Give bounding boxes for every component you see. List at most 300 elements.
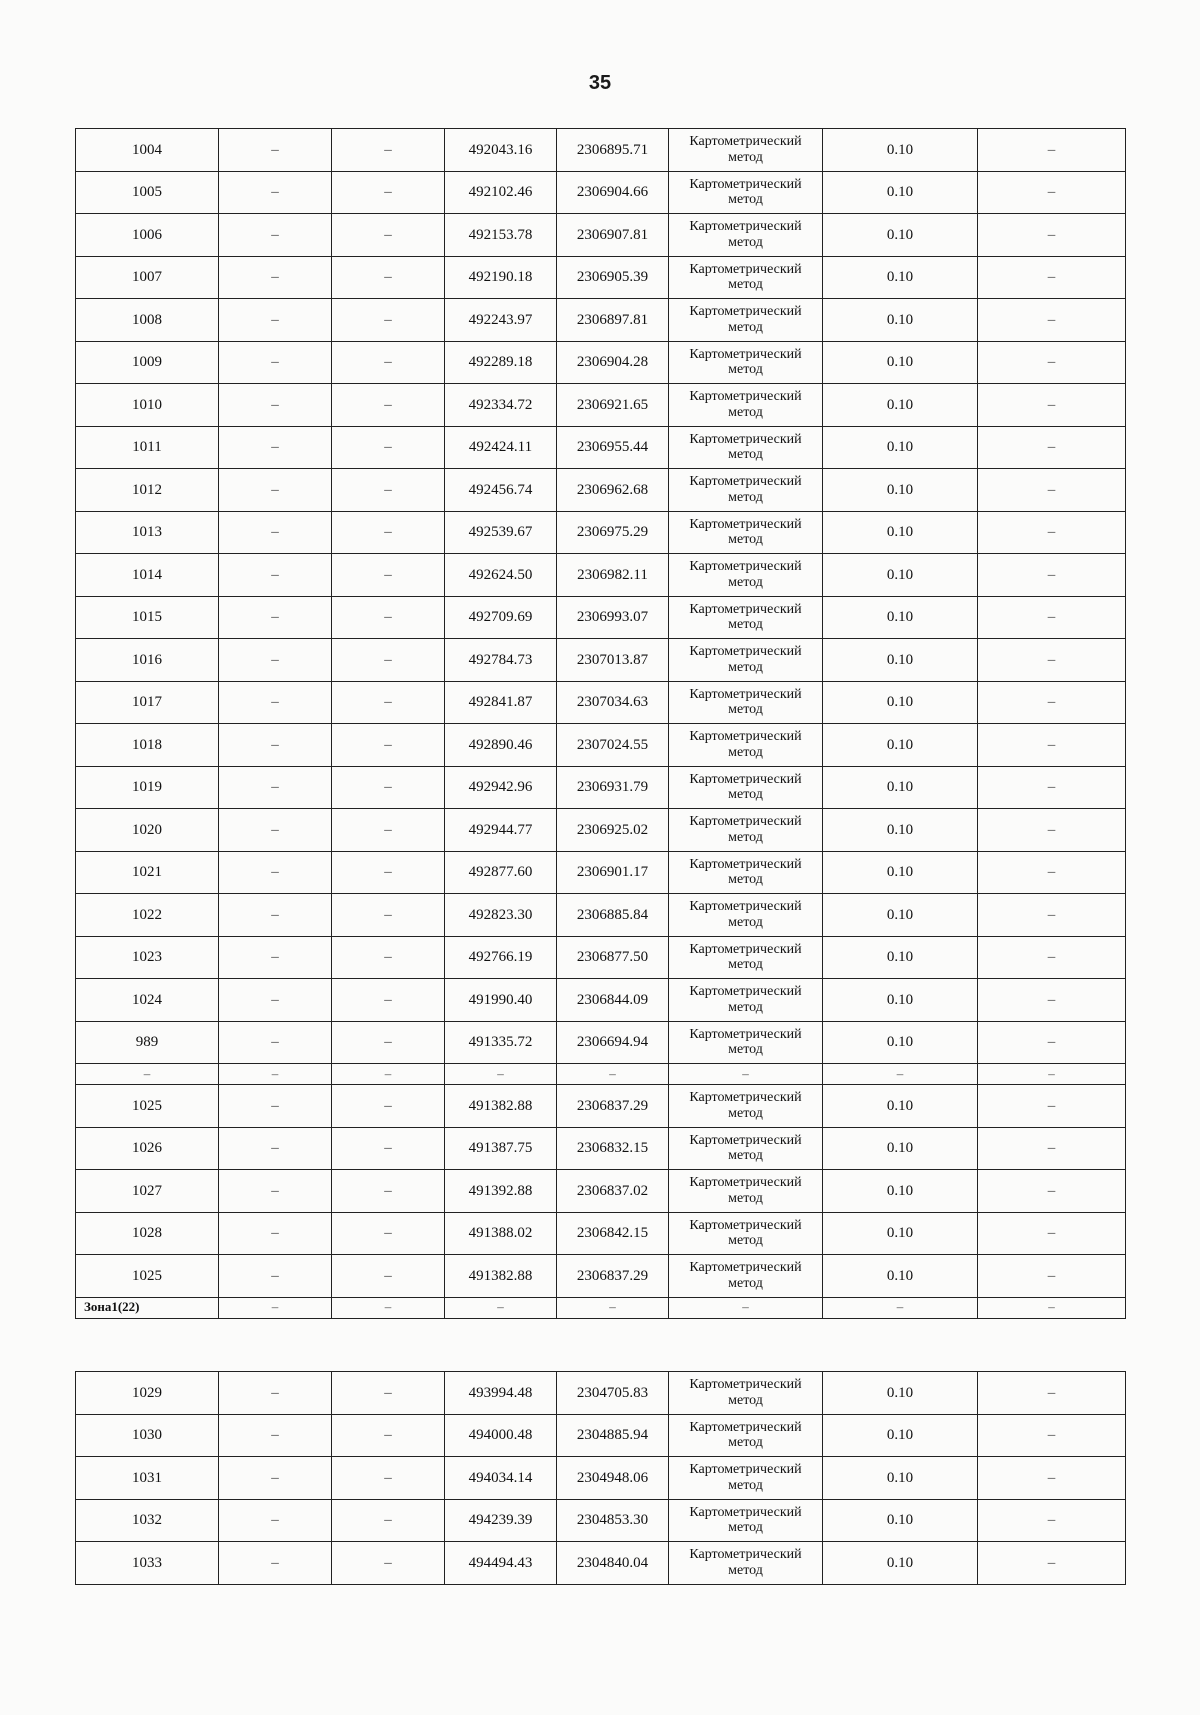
- y-coordinate-cell: 2306904.66: [557, 171, 669, 214]
- accuracy-cell: 0.10: [823, 1499, 978, 1542]
- y-coordinate-cell: 2306904.28: [557, 341, 669, 384]
- point-number-cell: 1013: [76, 511, 219, 554]
- method-cell: Картометрический метод: [669, 1499, 823, 1542]
- y-old-cell: –: [332, 766, 445, 809]
- coordinates-table-zone-1: [75, 128, 1126, 1319]
- x-old-cell: –: [219, 511, 332, 554]
- x-old-cell: –: [219, 1542, 332, 1585]
- x-coordinate-cell: 492102.46: [445, 171, 557, 214]
- table-row: [76, 936, 1126, 979]
- coordinates-table-continued: [75, 1371, 1126, 1585]
- accuracy-cell: 0.10: [823, 1085, 978, 1128]
- method-cell: Картометрический метод: [669, 894, 823, 937]
- accuracy-cell: 0.10: [823, 1542, 978, 1585]
- point-number-cell: 1022: [76, 894, 219, 937]
- x-old-cell: –: [219, 129, 332, 172]
- y-coordinate-cell: 2306832.15: [557, 1127, 669, 1170]
- x-coordinate-cell: 493994.48: [445, 1372, 557, 1415]
- x-old-cell: –: [219, 1414, 332, 1457]
- y-old-cell: –: [332, 341, 445, 384]
- method-cell: Картометрический метод: [669, 1170, 823, 1213]
- accuracy-cell: 0.10: [823, 1255, 978, 1298]
- table-row: [76, 851, 1126, 894]
- point-number-cell: 1004: [76, 129, 219, 172]
- x-coordinate-cell: 491387.75: [445, 1127, 557, 1170]
- point-number-cell: 1005: [76, 171, 219, 214]
- y-old-cell: –: [332, 1414, 445, 1457]
- point-number-cell: 1024: [76, 979, 219, 1022]
- y-old-cell: –: [332, 1127, 445, 1170]
- x-old-cell: –: [219, 936, 332, 979]
- point-number-cell: 1015: [76, 596, 219, 639]
- x-coordinate-cell: 492190.18: [445, 256, 557, 299]
- accuracy-cell: 0.10: [823, 851, 978, 894]
- y-coordinate-cell: 2306837.29: [557, 1255, 669, 1298]
- y-old-cell: –: [332, 1499, 445, 1542]
- description-cell: –: [978, 256, 1126, 299]
- y-coordinate-cell: 2306982.11: [557, 554, 669, 597]
- x-old-cell: –: [219, 1499, 332, 1542]
- accuracy-cell: 0.10: [823, 596, 978, 639]
- x-old-cell: –: [219, 426, 332, 469]
- description-cell: –: [978, 384, 1126, 427]
- table-row: [76, 341, 1126, 384]
- table-row: [76, 1499, 1126, 1542]
- x-old-cell: –: [219, 724, 332, 767]
- description-cell: –: [978, 1542, 1126, 1585]
- point-number-cell: Зона1(22): [76, 1297, 219, 1318]
- table-row: [76, 1021, 1126, 1064]
- description-cell: –: [978, 851, 1126, 894]
- x-old-cell: –: [219, 554, 332, 597]
- x-coordinate-cell: 491335.72: [445, 1021, 557, 1064]
- y-coordinate-cell: 2304948.06: [557, 1457, 669, 1500]
- accuracy-cell: 0.10: [823, 724, 978, 767]
- y-old-cell: –: [332, 554, 445, 597]
- x-old-cell: –: [219, 171, 332, 214]
- description-cell: –: [978, 894, 1126, 937]
- x-old-cell: –: [219, 1170, 332, 1213]
- method-cell: Картометрический метод: [669, 1542, 823, 1585]
- x-old-cell: –: [219, 1255, 332, 1298]
- x-old-cell: –: [219, 851, 332, 894]
- x-old-cell: –: [219, 1297, 332, 1318]
- y-old-cell: –: [332, 469, 445, 512]
- y-old-cell: –: [332, 1170, 445, 1213]
- x-old-cell: –: [219, 894, 332, 937]
- x-coordinate-cell: 491382.88: [445, 1255, 557, 1298]
- y-old-cell: –: [332, 129, 445, 172]
- method-cell: Картометрический метод: [669, 171, 823, 214]
- description-cell: –: [978, 299, 1126, 342]
- point-number-cell: 1030: [76, 1414, 219, 1457]
- y-coordinate-cell: 2304840.04: [557, 1542, 669, 1585]
- point-number-cell: 1025: [76, 1255, 219, 1298]
- y-old-cell: –: [332, 1085, 445, 1128]
- y-coordinate-cell: 2306842.15: [557, 1212, 669, 1255]
- accuracy-cell: 0.10: [823, 809, 978, 852]
- method-cell: –: [669, 1064, 823, 1085]
- description-cell: –: [978, 809, 1126, 852]
- y-old-cell: –: [332, 1372, 445, 1415]
- accuracy-cell: –: [823, 1297, 978, 1318]
- point-number-cell: 1016: [76, 639, 219, 682]
- description-cell: –: [978, 1414, 1126, 1457]
- y-old-cell: –: [332, 894, 445, 937]
- point-number-cell: 1011: [76, 426, 219, 469]
- x-old-cell: –: [219, 1212, 332, 1255]
- method-cell: Картометрический метод: [669, 809, 823, 852]
- description-cell: –: [978, 341, 1126, 384]
- method-cell: Картометрический метод: [669, 554, 823, 597]
- description-cell: –: [978, 1127, 1126, 1170]
- method-cell: Картометрический метод: [669, 851, 823, 894]
- y-coordinate-cell: 2306962.68: [557, 469, 669, 512]
- description-cell: –: [978, 1170, 1126, 1213]
- y-old-cell: –: [332, 1457, 445, 1500]
- accuracy-cell: 0.10: [823, 1021, 978, 1064]
- x-coordinate-cell: 491392.88: [445, 1170, 557, 1213]
- table-row: [76, 1372, 1126, 1415]
- y-old-cell: –: [332, 1064, 445, 1085]
- description-cell: –: [978, 1499, 1126, 1542]
- point-number-cell: 1014: [76, 554, 219, 597]
- x-old-cell: –: [219, 681, 332, 724]
- y-coordinate-cell: 2306694.94: [557, 1021, 669, 1064]
- description-cell: –: [978, 1297, 1126, 1318]
- description-cell: –: [978, 129, 1126, 172]
- description-cell: –: [978, 936, 1126, 979]
- y-coordinate-cell: 2304705.83: [557, 1372, 669, 1415]
- point-number-cell: 1026: [76, 1127, 219, 1170]
- method-cell: Картометрический метод: [669, 1127, 823, 1170]
- y-old-cell: –: [332, 851, 445, 894]
- x-coordinate-cell: 494239.39: [445, 1499, 557, 1542]
- x-coordinate-cell: –: [445, 1297, 557, 1318]
- point-number-cell: 1027: [76, 1170, 219, 1213]
- table-row: [76, 256, 1126, 299]
- description-cell: –: [978, 511, 1126, 554]
- x-coordinate-cell: 492334.72: [445, 384, 557, 427]
- table-row: [76, 766, 1126, 809]
- y-coordinate-cell: 2304885.94: [557, 1414, 669, 1457]
- description-cell: –: [978, 1085, 1126, 1128]
- method-cell: –: [669, 1297, 823, 1318]
- accuracy-cell: 0.10: [823, 426, 978, 469]
- x-old-cell: –: [219, 1085, 332, 1128]
- accuracy-cell: 0.10: [823, 384, 978, 427]
- x-coordinate-cell: 494034.14: [445, 1457, 557, 1500]
- point-number-cell: 1032: [76, 1499, 219, 1542]
- point-number-cell: 1023: [76, 936, 219, 979]
- description-cell: –: [978, 171, 1126, 214]
- description-cell: –: [978, 681, 1126, 724]
- y-coordinate-cell: 2306877.50: [557, 936, 669, 979]
- x-coordinate-cell: 491382.88: [445, 1085, 557, 1128]
- point-number-cell: 1031: [76, 1457, 219, 1500]
- y-coordinate-cell: 2307034.63: [557, 681, 669, 724]
- table-row: [76, 809, 1126, 852]
- table-row: [76, 1457, 1126, 1500]
- method-cell: Картометрический метод: [669, 1414, 823, 1457]
- description-cell: –: [978, 1021, 1126, 1064]
- y-old-cell: –: [332, 214, 445, 257]
- method-cell: Картометрический метод: [669, 1085, 823, 1128]
- x-old-cell: –: [219, 214, 332, 257]
- method-cell: Картометрический метод: [669, 1212, 823, 1255]
- table-separator-row: [76, 1297, 1126, 1318]
- x-coordinate-cell: 494000.48: [445, 1414, 557, 1457]
- y-coordinate-cell: 2306993.07: [557, 596, 669, 639]
- y-coordinate-cell: 2306844.09: [557, 979, 669, 1022]
- table-row: [76, 1127, 1126, 1170]
- description-cell: –: [978, 1372, 1126, 1415]
- description-cell: –: [978, 1255, 1126, 1298]
- y-old-cell: –: [332, 809, 445, 852]
- description-cell: –: [978, 426, 1126, 469]
- point-number-cell: 1012: [76, 469, 219, 512]
- y-old-cell: –: [332, 596, 445, 639]
- method-cell: Картометрический метод: [669, 469, 823, 512]
- x-old-cell: –: [219, 1127, 332, 1170]
- table-row: [76, 511, 1126, 554]
- x-old-cell: –: [219, 596, 332, 639]
- x-coordinate-cell: 492890.46: [445, 724, 557, 767]
- page-number: 35: [588, 72, 612, 94]
- y-old-cell: –: [332, 1297, 445, 1318]
- table-row: [76, 171, 1126, 214]
- x-old-cell: –: [219, 979, 332, 1022]
- x-coordinate-cell: 492942.96: [445, 766, 557, 809]
- point-number-cell: 1028: [76, 1212, 219, 1255]
- accuracy-cell: 0.10: [823, 256, 978, 299]
- description-cell: –: [978, 1457, 1126, 1500]
- y-old-cell: –: [332, 426, 445, 469]
- y-old-cell: –: [332, 256, 445, 299]
- method-cell: Картометрический метод: [669, 426, 823, 469]
- x-old-cell: –: [219, 299, 332, 342]
- accuracy-cell: 0.10: [823, 1372, 978, 1415]
- accuracy-cell: –: [823, 1064, 978, 1085]
- table-row: [76, 129, 1126, 172]
- x-old-cell: –: [219, 341, 332, 384]
- method-cell: Картометрический метод: [669, 299, 823, 342]
- accuracy-cell: 0.10: [823, 554, 978, 597]
- y-old-cell: –: [332, 639, 445, 682]
- y-old-cell: –: [332, 1021, 445, 1064]
- y-old-cell: –: [332, 1542, 445, 1585]
- method-cell: Картометрический метод: [669, 724, 823, 767]
- x-old-cell: –: [219, 766, 332, 809]
- x-old-cell: –: [219, 1064, 332, 1085]
- y-coordinate-cell: –: [557, 1297, 669, 1318]
- y-old-cell: –: [332, 171, 445, 214]
- accuracy-cell: 0.10: [823, 511, 978, 554]
- x-coordinate-cell: 492624.50: [445, 554, 557, 597]
- y-coordinate-cell: 2307013.87: [557, 639, 669, 682]
- accuracy-cell: 0.10: [823, 894, 978, 937]
- description-cell: –: [978, 979, 1126, 1022]
- x-coordinate-cell: –: [445, 1064, 557, 1085]
- x-coordinate-cell: 492841.87: [445, 681, 557, 724]
- description-cell: –: [978, 469, 1126, 512]
- point-number-cell: 1008: [76, 299, 219, 342]
- table-row: [76, 1170, 1126, 1213]
- method-cell: Картометрический метод: [669, 384, 823, 427]
- x-old-cell: –: [219, 256, 332, 299]
- method-cell: Картометрический метод: [669, 596, 823, 639]
- accuracy-cell: 0.10: [823, 1457, 978, 1500]
- point-number-cell: 1021: [76, 851, 219, 894]
- y-coordinate-cell: 2306931.79: [557, 766, 669, 809]
- method-cell: Картометрический метод: [669, 129, 823, 172]
- accuracy-cell: 0.10: [823, 214, 978, 257]
- description-cell: –: [978, 1064, 1126, 1085]
- description-cell: –: [978, 214, 1126, 257]
- accuracy-cell: 0.10: [823, 936, 978, 979]
- description-cell: –: [978, 596, 1126, 639]
- table-row: [76, 639, 1126, 682]
- y-coordinate-cell: 2306837.02: [557, 1170, 669, 1213]
- table-row: [76, 1085, 1126, 1128]
- x-old-cell: –: [219, 384, 332, 427]
- method-cell: Картометрический метод: [669, 1457, 823, 1500]
- table-row: [76, 299, 1126, 342]
- table-row: [76, 214, 1126, 257]
- table-row: [76, 426, 1126, 469]
- y-old-cell: –: [332, 936, 445, 979]
- x-coordinate-cell: 492784.73: [445, 639, 557, 682]
- y-coordinate-cell: –: [557, 1064, 669, 1085]
- description-cell: –: [978, 639, 1126, 682]
- y-coordinate-cell: 2306885.84: [557, 894, 669, 937]
- x-old-cell: –: [219, 1457, 332, 1500]
- x-coordinate-cell: 491990.40: [445, 979, 557, 1022]
- y-old-cell: –: [332, 384, 445, 427]
- y-coordinate-cell: 2306901.17: [557, 851, 669, 894]
- table-row: [76, 384, 1126, 427]
- x-coordinate-cell: 492289.18: [445, 341, 557, 384]
- accuracy-cell: 0.10: [823, 1170, 978, 1213]
- x-old-cell: –: [219, 639, 332, 682]
- table-row: [76, 1255, 1126, 1298]
- method-cell: Картометрический метод: [669, 681, 823, 724]
- x-coordinate-cell: 492456.74: [445, 469, 557, 512]
- y-coordinate-cell: 2306907.81: [557, 214, 669, 257]
- y-coordinate-cell: 2306895.71: [557, 129, 669, 172]
- y-coordinate-cell: 2304853.30: [557, 1499, 669, 1542]
- accuracy-cell: 0.10: [823, 639, 978, 682]
- table-row: [76, 1212, 1126, 1255]
- accuracy-cell: 0.10: [823, 1127, 978, 1170]
- point-number-cell: 1033: [76, 1542, 219, 1585]
- method-cell: Картометрический метод: [669, 639, 823, 682]
- accuracy-cell: 0.10: [823, 979, 978, 1022]
- point-number-cell: 1020: [76, 809, 219, 852]
- point-number-cell: 1006: [76, 214, 219, 257]
- table-row: [76, 724, 1126, 767]
- x-old-cell: –: [219, 809, 332, 852]
- y-coordinate-cell: 2306837.29: [557, 1085, 669, 1128]
- method-cell: Картометрический метод: [669, 511, 823, 554]
- point-number-cell: 1018: [76, 724, 219, 767]
- accuracy-cell: 0.10: [823, 1414, 978, 1457]
- point-number-cell: 1019: [76, 766, 219, 809]
- x-coordinate-cell: 492539.67: [445, 511, 557, 554]
- y-old-cell: –: [332, 511, 445, 554]
- table-row: [76, 979, 1126, 1022]
- accuracy-cell: 0.10: [823, 681, 978, 724]
- point-number-cell: 1009: [76, 341, 219, 384]
- x-old-cell: –: [219, 1372, 332, 1415]
- x-coordinate-cell: 492153.78: [445, 214, 557, 257]
- x-coordinate-cell: 492243.97: [445, 299, 557, 342]
- method-cell: Картометрический метод: [669, 256, 823, 299]
- y-coordinate-cell: 2306905.39: [557, 256, 669, 299]
- method-cell: Картометрический метод: [669, 766, 823, 809]
- x-coordinate-cell: 492043.16: [445, 129, 557, 172]
- method-cell: Картометрический метод: [669, 936, 823, 979]
- method-cell: Картометрический метод: [669, 214, 823, 257]
- x-coordinate-cell: 492709.69: [445, 596, 557, 639]
- x-coordinate-cell: 492944.77: [445, 809, 557, 852]
- accuracy-cell: 0.10: [823, 171, 978, 214]
- point-number-cell: 1010: [76, 384, 219, 427]
- method-cell: Картометрический метод: [669, 1021, 823, 1064]
- description-cell: –: [978, 1212, 1126, 1255]
- description-cell: –: [978, 724, 1126, 767]
- table-row: [76, 1414, 1126, 1457]
- x-old-cell: –: [219, 1021, 332, 1064]
- y-old-cell: –: [332, 1255, 445, 1298]
- accuracy-cell: 0.10: [823, 341, 978, 384]
- y-old-cell: –: [332, 1212, 445, 1255]
- table-row: [76, 894, 1126, 937]
- y-coordinate-cell: 2306921.65: [557, 384, 669, 427]
- point-number-cell: 1007: [76, 256, 219, 299]
- y-coordinate-cell: 2306897.81: [557, 299, 669, 342]
- table-row: [76, 1542, 1126, 1585]
- table-separator-row: [76, 1064, 1126, 1085]
- point-number-cell: –: [76, 1064, 219, 1085]
- table-row: [76, 469, 1126, 512]
- y-coordinate-cell: 2306925.02: [557, 809, 669, 852]
- y-old-cell: –: [332, 681, 445, 724]
- accuracy-cell: 0.10: [823, 766, 978, 809]
- accuracy-cell: 0.10: [823, 469, 978, 512]
- method-cell: Картометрический метод: [669, 1255, 823, 1298]
- method-cell: Картометрический метод: [669, 341, 823, 384]
- table-row: [76, 681, 1126, 724]
- point-number-cell: 989: [76, 1021, 219, 1064]
- x-coordinate-cell: 492823.30: [445, 894, 557, 937]
- point-number-cell: 1017: [76, 681, 219, 724]
- method-cell: Картометрический метод: [669, 1372, 823, 1415]
- y-coordinate-cell: 2306975.29: [557, 511, 669, 554]
- y-old-cell: –: [332, 299, 445, 342]
- accuracy-cell: 0.10: [823, 1212, 978, 1255]
- x-coordinate-cell: 492766.19: [445, 936, 557, 979]
- x-coordinate-cell: 492877.60: [445, 851, 557, 894]
- table-row: [76, 596, 1126, 639]
- method-cell: Картометрический метод: [669, 979, 823, 1022]
- x-coordinate-cell: 494494.43: [445, 1542, 557, 1585]
- point-number-cell: 1025: [76, 1085, 219, 1128]
- y-old-cell: –: [332, 724, 445, 767]
- table-row: [76, 554, 1126, 597]
- y-coordinate-cell: 2306955.44: [557, 426, 669, 469]
- point-number-cell: 1029: [76, 1372, 219, 1415]
